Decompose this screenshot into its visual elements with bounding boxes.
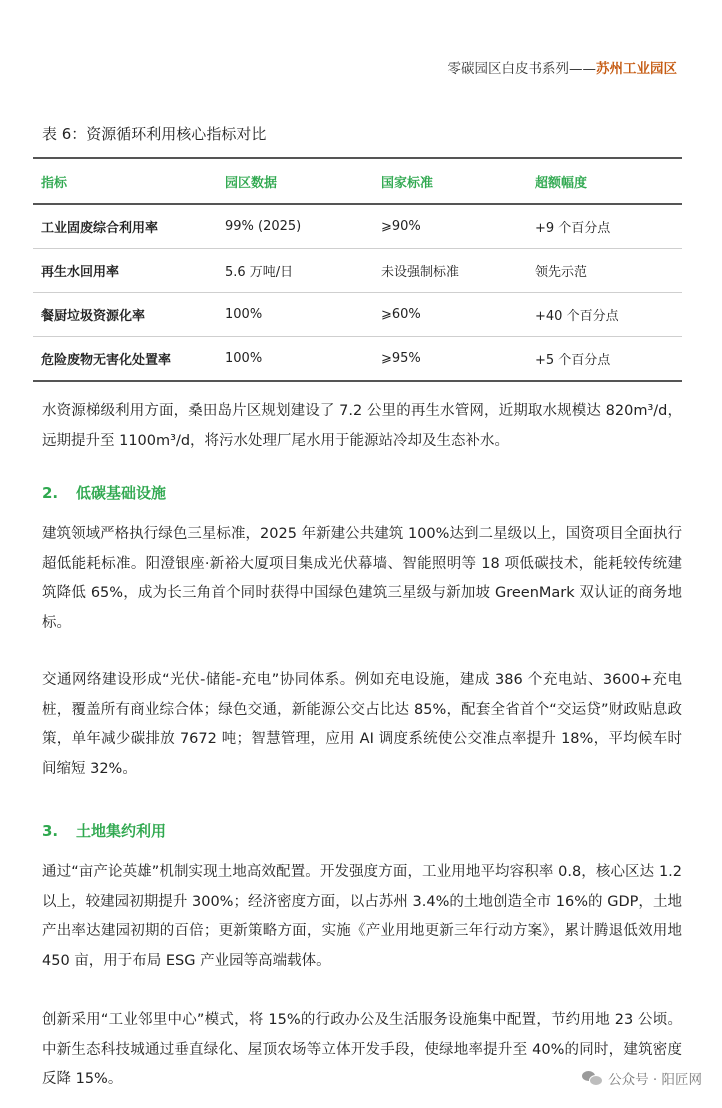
table-caption: 表 6：资源循环利用核心指标对比	[42, 125, 267, 143]
paragraph-transport: 交通网络建设形成“光伏-储能-充电”协同体系。例如充电设施，建成 386 个充电站、3600+充电桩，覆盖所有商业综合体；绿色交通，新能源公交占比达 85%，配套全省首个“交运贷”财政贴息政策，单年减少碳排放 7672 吨；智慧管理，应用 AI 调度系统使公交准点率提升 18%，平均候车时间缩短 32%。	[42, 672, 682, 777]
section-title-text: 土地集约利用	[76, 822, 167, 840]
column-header: 指标	[33, 158, 217, 204]
paragraph-water-reuse: 水资源梯级利用方面，桑田岛片区规划建设了 7.2 公里的再生水管网，近期取水规模达 820m³/d，远期提升至 1100m³/d，将污水处理厂尾水用于能源站冷却及生态补水。	[42, 403, 682, 449]
section-title-infrastructure	[42, 482, 166, 503]
watermark-text: 公众号 · 阳匠网	[608, 1072, 702, 1088]
column-header: 国家标准	[373, 158, 527, 204]
watermark	[582, 1068, 702, 1088]
paragraph-neighborhood-center: 创新采用“工业邻里中心”模式，将 15%的行政办公及生活服务设施集中配置，节约用地 23 公顷。中新生态科技城通过垂直绿化、屋顶农场等立体开发手段，使绿地率提升至 40%的同时，建筑密度反降 15%。	[42, 1012, 682, 1088]
table-cell: ⩾90%	[373, 204, 527, 249]
column-header: 超额幅度	[527, 158, 682, 204]
section-number: 2.	[42, 484, 59, 502]
table-row	[33, 337, 682, 382]
table-cell: 100%	[217, 293, 373, 337]
table-cell: +9 个百分点	[527, 204, 682, 249]
paragraph-land-efficiency: 通过“亩产论英雄”机制实现土地高效配置。开发强度方面，工业用地平均容积率 0.8，核心区达 1.2 以上，较建园初期提升 300%；经济密度方面，以占苏州 3.4%的土地创造全市 16%的 GDP，土地产出率达建园初期的百倍；更新策略方面，实施《产业用地更新三年行动方案》，累计腾退低效用地 450 亩，用于布局 ESG 产业园等高端载体。	[42, 864, 682, 969]
table-cell: 再生水回用率	[33, 249, 217, 293]
table-cell: 100%	[217, 337, 373, 382]
table-cell: +5 个百分点	[527, 337, 682, 382]
header-series: 零碳园区白皮书系列——	[447, 61, 596, 77]
section-title-text: 低碳基础设施	[76, 484, 167, 502]
table-cell: 99% (2025)	[217, 204, 373, 249]
paragraph-buildings: 建筑领域严格执行绿色三星标准，2025 年新建公共建筑 100%达到二星级以上，国资项目全面执行超低能耗标准。阳澄银座·新裕大厦项目集成光伏幕墙、智能照明等 18 项低碳技术，能耗较传统建筑降低 65%，成为长三角首个同时获得中国绿色建筑三星级与新加坡 GreenMark 双认证的商务地标。	[42, 526, 682, 631]
column-header: 园区数据	[217, 158, 373, 204]
header-park: 苏州工业园区	[596, 61, 677, 77]
table-cell: 5.6 万吨/日	[217, 249, 373, 293]
table-cell: 未设强制标准	[373, 249, 527, 293]
table-cell: ⩾60%	[373, 293, 527, 337]
metrics-table	[33, 157, 682, 382]
wechat-icon	[582, 1070, 602, 1086]
table-cell: 领先示范	[527, 249, 682, 293]
table-cell: 危险废物无害化处置率	[33, 337, 217, 382]
page-header	[448, 57, 678, 77]
table-header-row	[33, 158, 682, 204]
table-row	[33, 204, 682, 249]
section-number: 3.	[42, 822, 59, 840]
table-row	[33, 293, 682, 337]
section-title-land-use	[42, 820, 166, 841]
table-row	[33, 249, 682, 293]
table-cell: +40 个百分点	[527, 293, 682, 337]
table-cell: 工业固废综合利用率	[33, 204, 217, 249]
table-cell: ⩾95%	[373, 337, 527, 382]
table-cell: 餐厨垃圾资源化率	[33, 293, 217, 337]
